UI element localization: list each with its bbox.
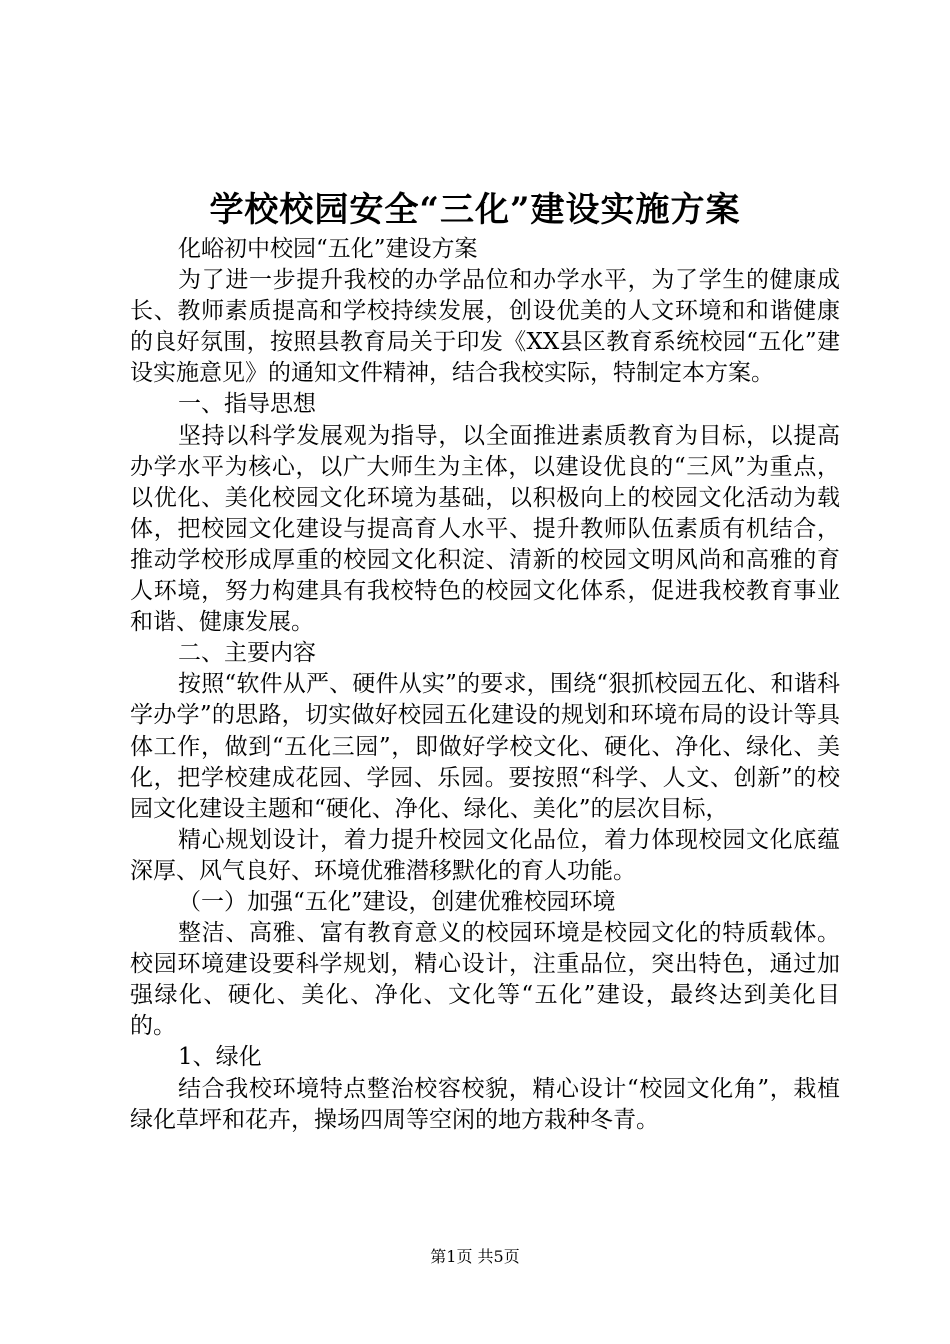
item-heading-greening: 1、绿化	[178, 1044, 262, 1071]
intro-paragraph: 为了进一步提升我校的办学品位和办学水平，为了学生的健康成长、教师素质提高和学校持续发展，创设优美的人文环境和和谐健康的良好氛围，按照县教育局关于印发《XX县区教育系统校园“五化”建设实施意见》的通知文件精神，结合我校实际，特制定本方案。	[130, 267, 840, 387]
page-footer: 第1页 共5页	[430, 1247, 520, 1266]
section-heading-guiding-thought: 一、指导思想	[178, 391, 316, 418]
subtitle-paragraph: 化峪初中校园“五化”建设方案	[178, 236, 478, 262]
document-body	[130, 234, 840, 1136]
guiding-thought-paragraph: 坚持以科学发展观为指导，以全面推进素质教育为目标，以提高办学水平为核心，以广大师生为主体，以建设优良的“三风”为重点，以优化、美化校园文化环境为基础，以积极向上的校园文化活动为载体，把校园文化建设与提高育人水平、提升教师队伍素质有机结合，推动学校形成厚重的校园文化积淀、清新的校园文明风尚和高雅的育人环境，努力构建具有我校特色的校园文化体系，促进我校教育事业和谐、健康发展。	[130, 422, 840, 636]
greening-paragraph: 结合我校环境特点整治校容校貌，精心设计“校园文化角”，栽植绿化草坪和花卉，操场四周等空闲的地方栽种冬青。	[130, 1075, 840, 1133]
document-title: 学校校园安全“三化”建设实施方案	[209, 190, 741, 230]
section-heading-main-content: 二、主要内容	[178, 640, 316, 667]
main-content-paragraph: 按照“软件从严、硬件从实”的要求，围绕“狠抓校园五化、和谐科学办学”的思路，切实做好校园五化建设的规划和环境布局的设计等具体工作，做到“五化三园”，即做好学校文化、硬化、净化、绿化、美化，把学校建成花园、学园、乐园。要按照“科学、人文、创新”的校园文化建设主题和“硬化、净化、绿化、美化”的层次目标，	[130, 671, 840, 822]
planning-paragraph: 精心规划设计，着力提升校园文化品位，着力体现校园文化底蕴深厚、风气良好、环境优雅潜移默化的育人功能。	[130, 826, 840, 884]
environment-paragraph: 整洁、高雅、富有教育意义的校园环境是校园文化的特质载体。校园环境建设要科学规划，精心设计，注重品位，突出特色，通过加强绿化、硬化、美化、净化、文化等“五化”建设，最终达到美化目的。	[130, 920, 840, 1040]
subsection-heading-five-modernizations: （一）加强“五化”建设，创建优雅校园环境	[178, 888, 616, 915]
